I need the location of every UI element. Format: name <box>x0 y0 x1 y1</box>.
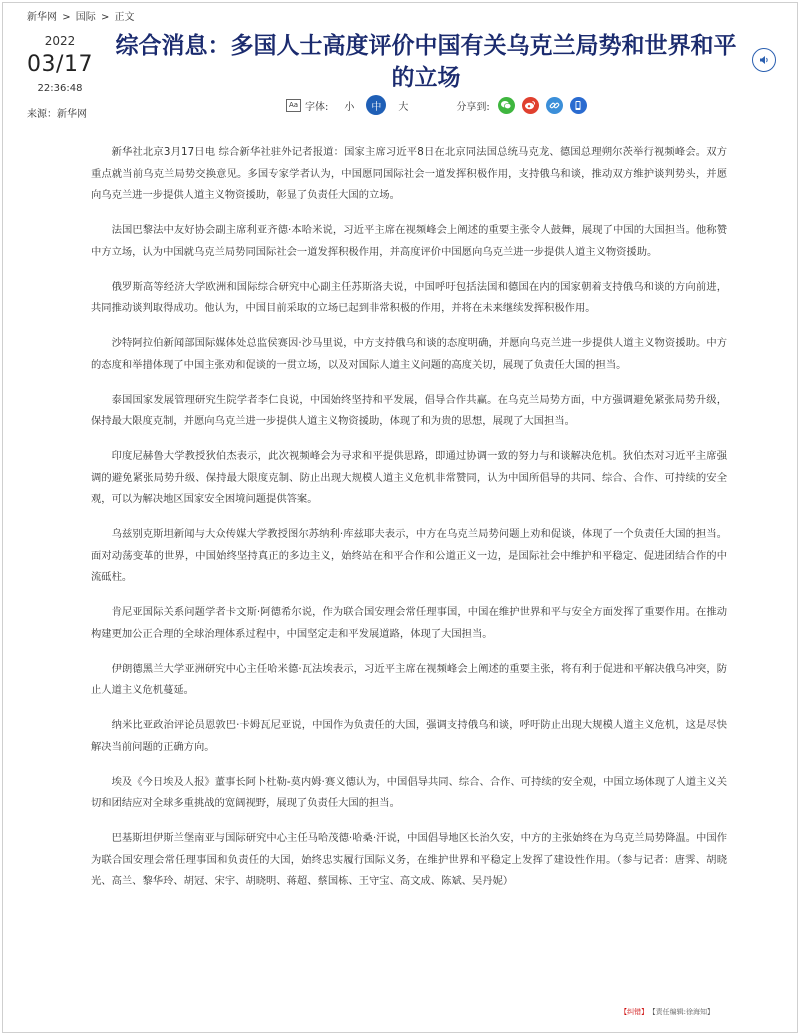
font-size-small-button[interactable]: 小 <box>344 101 355 113</box>
publish-date-block <box>27 34 93 94</box>
article-paragraph: 埃及《今日埃及人报》董事长阿卜杜勒-莫内姆·赛义德认为，中国倡导共同、综合、合作、可持续的安全观，中国立场体现了人道主义关切和团结应对全球多重挑战的宽阔视野，展现了负责任大国的担当。 <box>91 775 727 809</box>
article-paragraph: 俄罗斯高等经济大学欧洲和国际综合研究中心副主任苏斯洛夫说，中国呼吁包括法国和德国在内的国家朝着支持俄乌和谈的方向前进，共同推动谈判取得成功。他认为，中国目前采取的立场已起到非常积极的作用，并将在未来继续发挥积极作用。 <box>91 280 727 314</box>
share-weibo-button[interactable] <box>522 97 539 114</box>
weibo-icon <box>524 100 536 110</box>
link-icon <box>549 100 560 111</box>
article-paragraph: 伊朗德黑兰大学亚洲研究中心主任哈米德·瓦法埃表示，习近平主席在视频峰会上阐述的重要主张，将有利于促进和平解决俄乌冲突，防止人道主义危机蔓延。 <box>91 662 727 696</box>
publish-year: 2022 <box>44 34 76 48</box>
audio-play-button[interactable] <box>752 48 776 72</box>
article-paragraph: 肯尼亚国际关系问题学者卡文斯·阿德希尔说，作为联合国安理会常任理事国，中国在维护世界和平与安全方面发挥了重要作用。在推动构建更加公正合理的全球治理体系过程中，中国坚定走和平发展道路，体现了大国担当。 <box>91 606 727 640</box>
font-size-large-button[interactable]: 大 <box>398 101 409 113</box>
breadcrumb-international-link[interactable]: 国际 <box>75 12 96 23</box>
article-paragraph: 巴基斯坦伊斯兰堡南亚与国际研究中心主任马哈茂德·哈桑·汗说，中国倡导地区长治久安，中方的主张始终在为乌克兰局势降温。中国作为联合国安理会常任理事国和负责任的大国，始终忠实履行国际义务，在维护世界和平稳定上发挥了建设性作用。（参与记者：唐霁、胡晓光、高兰、黎华玲、胡冠、宋宇、胡晓明、蒋超、蔡国栋、王守宝、高文成、陈斌、吴丹妮） <box>91 832 727 887</box>
publish-time: 22:36:48 <box>37 83 83 94</box>
share-wechat-button[interactable] <box>498 97 515 114</box>
breadcrumb-separator: > <box>100 12 110 23</box>
article-paragraph: 法国巴黎法中友好协会副主席利亚齐德·本哈米说，习近平主席在视频峰会上阐述的重要主张令人鼓舞，展现了中国的大国担当。他称赞中方立场，认为中国就乌克兰局势同国际社会一道发挥积极作用，并高度评价中国愿向乌克兰进一步提供人道主义物资援助。 <box>91 224 727 258</box>
article-toolbar <box>286 94 594 116</box>
article-headline: 综合消息：多国人士高度评价中国有关乌克兰局势和世界和平的立场 <box>115 33 737 91</box>
error-report-link[interactable]: 【纠错】 <box>620 1008 649 1016</box>
share-mobile-button[interactable] <box>570 97 587 114</box>
breadcrumb-separator: > <box>62 12 71 23</box>
font-size-medium-button[interactable]: 中 <box>366 95 386 115</box>
font-size-icon: Aa <box>286 99 301 112</box>
share-label: 分享到: <box>456 101 490 113</box>
article-source: 来源：新华网 <box>27 109 87 120</box>
share-link-button[interactable] <box>546 97 563 114</box>
article-paragraph: 新华社北京3月17日电 综合新华社驻外记者报道：国家主席习近平8日在北京同法国总统马克龙、德国总理朔尔茨举行视频峰会。双方重点就当前乌克兰局势交换意见。多国专家学者认为，中国愿同国际社会一道发挥积极作用，支持俄乌和谈，推动双方维护谈判势头，并愿向乌克兰进一步提供人道主义物资援助，彰显了负责任大国的立场。 <box>91 146 727 201</box>
article-paragraph: 乌兹别克斯坦新闻与大众传媒大学教授图尔苏纳利·库兹耶夫表示，中方在乌克兰局势问题上劝和促谈，体现了一个负责任大国的担当。面对动荡变革的世界，中国始终坚持真正的多边主义，始终站在和平合作和公道正义一边，是国际社会中维护和平稳定、促进团结合作的中流砥柱。 <box>91 528 727 583</box>
speaker-icon <box>758 54 770 66</box>
mobile-icon <box>573 100 583 111</box>
responsible-editor: 【责任编辑:徐海知】 <box>652 1008 714 1016</box>
footer-editor-info <box>620 1007 714 1017</box>
article-paragraph: 沙特阿拉伯新闻部国际媒体处总监侯赛因·沙马里说，中方支持俄乌和谈的态度明确，并愿向乌克兰进一步提供人道主义物资援助。中方的态度和举措体现了中国主张劝和促谈的一贯立场，以及对国际人道主义问题的高度关切，展现了负责任大国的担当。 <box>91 337 727 371</box>
breadcrumb-current: 正文 <box>114 12 135 23</box>
font-size-label: 字体: <box>305 101 329 113</box>
article-body <box>91 142 727 906</box>
article-paragraph: 纳米比亚政治评论员恩敦巴·卡姆瓦尼亚说，中国作为负责任的大国，强调支持俄乌和谈，呼吁防止出现大规模人道主义危机，这是尽快解决当前问题的正确方向。 <box>91 719 727 753</box>
wechat-icon <box>500 100 512 110</box>
breadcrumb-home-link[interactable]: 新华网 <box>27 12 57 23</box>
publish-date: 03/17 <box>27 52 93 77</box>
article-paragraph: 印度尼赫鲁大学教授狄伯杰表示，此次视频峰会为寻求和平提供思路，即通过协调一致的努力与和谈解决危机。狄伯杰对习近平主席强调的避免紧张局势升级、保持最大限度克制、防止出现大规模人道主义危机非常赞同，认为中国所倡导的共同、综合、合作、可持续的安全观，可以为解决地区国家安全困境问题提供答案。 <box>91 450 727 505</box>
breadcrumb <box>27 8 137 23</box>
article-paragraph: 泰国国家发展管理研究生院学者李仁良说，中国始终坚持和平发展，倡导合作共赢。在乌克兰局势方面，中方强调避免紧张局势升级，保持最大限度克制，并愿向乌克兰进一步提供人道主义物资援助，体现了和为贵的思想，展现了大国担当。 <box>91 393 727 427</box>
